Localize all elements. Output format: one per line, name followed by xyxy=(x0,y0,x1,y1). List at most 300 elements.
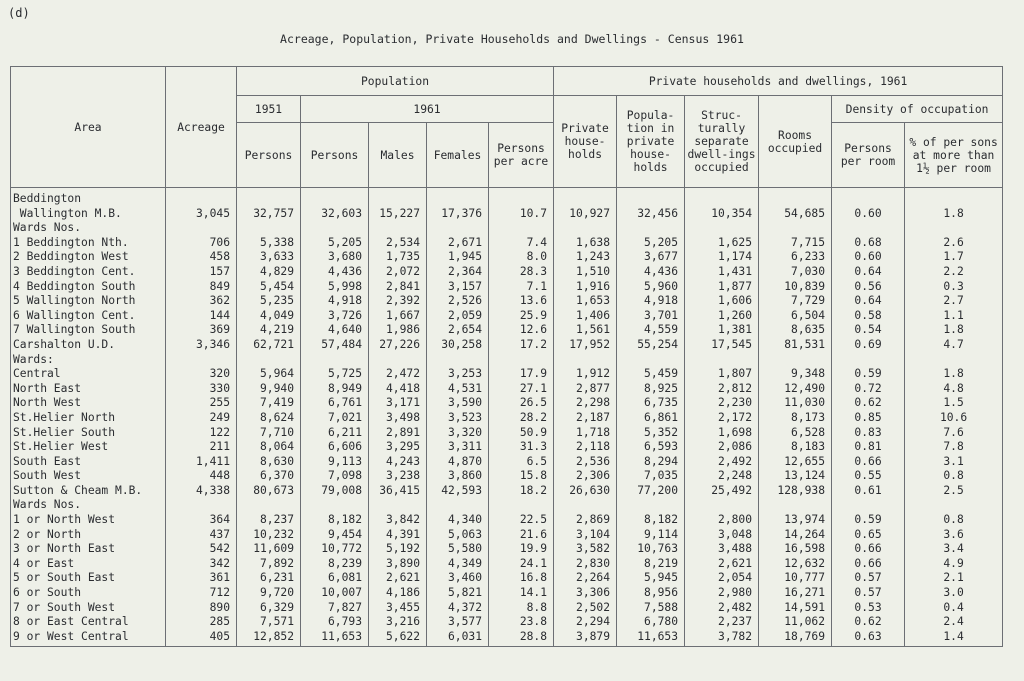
cell-per-acre: 19.9 xyxy=(489,542,554,557)
cell-households: 2,877 xyxy=(554,382,617,397)
cell-dwellings: 2,237 xyxy=(685,615,759,630)
header-persons-1951: Persons xyxy=(237,123,301,188)
table-row xyxy=(11,250,1003,265)
header-density: Density of occupation xyxy=(832,96,1003,123)
table-row xyxy=(11,513,1003,528)
cell-males: 2,472 xyxy=(369,367,427,382)
cell-pct: 1.1 xyxy=(905,309,1003,324)
cell-area: Wards: xyxy=(11,353,166,368)
cell-males: 3,890 xyxy=(369,557,427,572)
cell-per-room: 0.59 xyxy=(832,513,905,528)
cell-dwellings: 10,354 xyxy=(685,207,759,222)
cell-area: Beddington xyxy=(11,188,166,207)
cell-rooms: 8,635 xyxy=(759,323,832,338)
cell-persons-1951: 5,454 xyxy=(237,280,301,295)
cell-pop-private: 8,182 xyxy=(617,513,685,528)
cell-pct: 2.1 xyxy=(905,571,1003,586)
cell-persons-1951: 8,624 xyxy=(237,411,301,426)
cell-persons-1951: 6,231 xyxy=(237,571,301,586)
cell-households: 2,298 xyxy=(554,396,617,411)
cell-acreage: 1,411 xyxy=(166,455,237,470)
cell-households: 17,952 xyxy=(554,338,617,353)
cell-persons: 3,680 xyxy=(301,250,369,265)
cell-females: 2,654 xyxy=(427,323,489,338)
cell-acreage: 330 xyxy=(166,382,237,397)
cell-females: 4,372 xyxy=(427,601,489,616)
cell-dwellings: 1,807 xyxy=(685,367,759,382)
cell-persons: 8,239 xyxy=(301,557,369,572)
cell-pct xyxy=(905,188,1003,207)
table-row xyxy=(11,207,1003,222)
cell-rooms: 13,974 xyxy=(759,513,832,528)
cell-females: 3,523 xyxy=(427,411,489,426)
cell-per-acre: 24.1 xyxy=(489,557,554,572)
cell-males: 3,171 xyxy=(369,396,427,411)
table-row xyxy=(11,630,1003,647)
cell-households: 26,630 xyxy=(554,484,617,499)
cell-dwellings: 2,482 xyxy=(685,601,759,616)
cell-rooms: 128,938 xyxy=(759,484,832,499)
cell-males: 2,072 xyxy=(369,265,427,280)
cell-pct: 7.8 xyxy=(905,440,1003,455)
cell-dwellings: 2,980 xyxy=(685,586,759,601)
cell-persons: 8,949 xyxy=(301,382,369,397)
cell-households xyxy=(554,353,617,368)
cell-dwellings: 2,621 xyxy=(685,557,759,572)
cell-rooms: 54,685 xyxy=(759,207,832,222)
table-row xyxy=(11,615,1003,630)
cell-females: 2,671 xyxy=(427,236,489,251)
cell-per-room: 0.66 xyxy=(832,455,905,470)
cell-per-room xyxy=(832,221,905,236)
cell-per-acre: 15.8 xyxy=(489,469,554,484)
table-row xyxy=(11,411,1003,426)
cell-pop-private: 10,763 xyxy=(617,542,685,557)
header-private-households: Private households and dwellings, 1961 xyxy=(554,67,1003,96)
cell-area: 7 Wallington South xyxy=(11,323,166,338)
cell-per-acre xyxy=(489,188,554,207)
cell-area: Wards Nos. xyxy=(11,221,166,236)
cell-acreage: 3,045 xyxy=(166,207,237,222)
cell-dwellings: 3,048 xyxy=(685,528,759,543)
header-population: Population xyxy=(237,67,554,96)
cell-per-room: 0.85 xyxy=(832,411,905,426)
table-row xyxy=(11,382,1003,397)
cell-males: 2,621 xyxy=(369,571,427,586)
cell-households: 2,869 xyxy=(554,513,617,528)
cell-persons: 10,772 xyxy=(301,542,369,557)
cell-persons: 7,021 xyxy=(301,411,369,426)
cell-rooms: 8,183 xyxy=(759,440,832,455)
cell-pop-private: 6,593 xyxy=(617,440,685,455)
cell-households: 2,536 xyxy=(554,455,617,470)
cell-rooms: 10,839 xyxy=(759,280,832,295)
cell-persons-1951: 5,338 xyxy=(237,236,301,251)
cell-females: 3,157 xyxy=(427,280,489,295)
cell-households: 2,306 xyxy=(554,469,617,484)
cell-persons: 8,182 xyxy=(301,513,369,528)
cell-acreage: 712 xyxy=(166,586,237,601)
cell-area: St.Helier West xyxy=(11,440,166,455)
cell-pop-private: 4,559 xyxy=(617,323,685,338)
cell-females: 4,349 xyxy=(427,557,489,572)
cell-pop-private: 55,254 xyxy=(617,338,685,353)
cell-persons: 79,008 xyxy=(301,484,369,499)
cell-per-acre: 27.1 xyxy=(489,382,554,397)
cell-area: 4 Beddington South xyxy=(11,280,166,295)
cell-pop-private: 11,653 xyxy=(617,630,685,647)
cell-males: 3,498 xyxy=(369,411,427,426)
cell-rooms xyxy=(759,188,832,207)
cell-females: 5,580 xyxy=(427,542,489,557)
cell-females xyxy=(427,221,489,236)
cell-persons-1951 xyxy=(237,188,301,207)
cell-persons xyxy=(301,188,369,207)
cell-acreage: 369 xyxy=(166,323,237,338)
cell-persons-1951: 4,219 xyxy=(237,323,301,338)
cell-area: St.Helier North xyxy=(11,411,166,426)
cell-rooms: 12,490 xyxy=(759,382,832,397)
cell-persons-1951: 10,232 xyxy=(237,528,301,543)
cell-pct: 0.3 xyxy=(905,280,1003,295)
cell-pct: 2.6 xyxy=(905,236,1003,251)
cell-pct: 1.8 xyxy=(905,207,1003,222)
cell-area: 1 Beddington Nth. xyxy=(11,236,166,251)
cell-females xyxy=(427,498,489,513)
cell-females: 3,590 xyxy=(427,396,489,411)
cell-per-acre: 28.2 xyxy=(489,411,554,426)
cell-dwellings: 3,488 xyxy=(685,542,759,557)
table-row xyxy=(11,469,1003,484)
cell-per-acre: 28.8 xyxy=(489,630,554,647)
cell-acreage: 542 xyxy=(166,542,237,557)
cell-households: 3,104 xyxy=(554,528,617,543)
cell-per-acre: 10.7 xyxy=(489,207,554,222)
cell-rooms: 8,173 xyxy=(759,411,832,426)
cell-dwellings: 1,625 xyxy=(685,236,759,251)
table-row xyxy=(11,280,1003,295)
header-pct-over-1-5: % of per sons at more than 1½ per room xyxy=(905,123,1003,188)
cell-pct: 4.8 xyxy=(905,382,1003,397)
cell-pct: 7.6 xyxy=(905,426,1003,441)
cell-persons: 7,098 xyxy=(301,469,369,484)
cell-males: 3,295 xyxy=(369,440,427,455)
cell-females: 4,340 xyxy=(427,513,489,528)
cell-per-room: 0.60 xyxy=(832,207,905,222)
cell-acreage xyxy=(166,188,237,207)
cell-area: South East xyxy=(11,455,166,470)
cell-area: 2 or North xyxy=(11,528,166,543)
cell-females: 3,311 xyxy=(427,440,489,455)
cell-persons-1951: 4,049 xyxy=(237,309,301,324)
cell-males: 36,415 xyxy=(369,484,427,499)
cell-males: 4,186 xyxy=(369,586,427,601)
cell-persons: 6,211 xyxy=(301,426,369,441)
census-table xyxy=(10,66,1003,647)
cell-pct: 2.4 xyxy=(905,615,1003,630)
cell-pop-private: 4,918 xyxy=(617,294,685,309)
cell-area: Wallington M.B. xyxy=(11,207,166,222)
cell-area: 3 or North East xyxy=(11,542,166,557)
cell-persons: 32,603 xyxy=(301,207,369,222)
cell-per-room: 0.60 xyxy=(832,250,905,265)
cell-persons-1951: 6,329 xyxy=(237,601,301,616)
cell-households: 1,916 xyxy=(554,280,617,295)
header-persons-per-acre: Persons per acre xyxy=(489,123,554,188)
cell-pct: 1.4 xyxy=(905,630,1003,647)
header-females: Females xyxy=(427,123,489,188)
cell-pop-private xyxy=(617,188,685,207)
cell-persons-1951: 5,235 xyxy=(237,294,301,309)
cell-per-room xyxy=(832,353,905,368)
cell-pop-private xyxy=(617,353,685,368)
header-population-in-private: Popula-tion in private house-holds xyxy=(617,96,685,188)
cell-per-room: 0.63 xyxy=(832,630,905,647)
cell-per-room: 0.64 xyxy=(832,265,905,280)
cell-households xyxy=(554,221,617,236)
cell-males: 3,238 xyxy=(369,469,427,484)
cell-acreage: 361 xyxy=(166,571,237,586)
table-row xyxy=(11,221,1003,236)
cell-rooms: 6,504 xyxy=(759,309,832,324)
table-row xyxy=(11,586,1003,601)
header-private-households-count: Private house-holds xyxy=(554,96,617,188)
table-body xyxy=(11,188,1003,647)
cell-persons-1951: 62,721 xyxy=(237,338,301,353)
cell-dwellings: 1,877 xyxy=(685,280,759,295)
cell-per-room xyxy=(832,188,905,207)
cell-persons xyxy=(301,498,369,513)
cell-rooms: 6,528 xyxy=(759,426,832,441)
cell-dwellings xyxy=(685,188,759,207)
cell-persons-1951: 7,571 xyxy=(237,615,301,630)
cell-pop-private: 8,219 xyxy=(617,557,685,572)
cell-pop-private xyxy=(617,498,685,513)
cell-pct: 3.4 xyxy=(905,542,1003,557)
cell-rooms xyxy=(759,221,832,236)
cell-persons-1951: 8,630 xyxy=(237,455,301,470)
cell-rooms: 13,124 xyxy=(759,469,832,484)
cell-females: 3,460 xyxy=(427,571,489,586)
cell-per-acre: 23.8 xyxy=(489,615,554,630)
cell-area: 7 or South West xyxy=(11,601,166,616)
cell-pct: 2.5 xyxy=(905,484,1003,499)
cell-females: 1,945 xyxy=(427,250,489,265)
cell-dwellings xyxy=(685,498,759,513)
cell-households: 10,927 xyxy=(554,207,617,222)
cell-acreage: 405 xyxy=(166,630,237,647)
cell-households: 1,718 xyxy=(554,426,617,441)
cell-dwellings: 2,172 xyxy=(685,411,759,426)
cell-households: 1,638 xyxy=(554,236,617,251)
cell-persons: 7,827 xyxy=(301,601,369,616)
cell-per-acre xyxy=(489,498,554,513)
cell-pop-private: 8,294 xyxy=(617,455,685,470)
header-acreage: Acreage xyxy=(166,67,237,188)
cell-females xyxy=(427,188,489,207)
cell-dwellings: 2,800 xyxy=(685,513,759,528)
cell-acreage: 4,338 xyxy=(166,484,237,499)
cell-per-room: 0.68 xyxy=(832,236,905,251)
cell-persons: 4,918 xyxy=(301,294,369,309)
cell-area: 2 Beddington West xyxy=(11,250,166,265)
cell-persons-1951: 6,370 xyxy=(237,469,301,484)
cell-pct: 2.2 xyxy=(905,265,1003,280)
table-row xyxy=(11,396,1003,411)
cell-area: 6 Wallington Cent. xyxy=(11,309,166,324)
cell-persons: 10,007 xyxy=(301,586,369,601)
cell-pct: 4.7 xyxy=(905,338,1003,353)
cell-area: Wards Nos. xyxy=(11,498,166,513)
table-row xyxy=(11,484,1003,499)
cell-per-room xyxy=(832,498,905,513)
cell-persons-1951 xyxy=(237,353,301,368)
cell-area: Sutton & Cheam M.B. xyxy=(11,484,166,499)
cell-males: 3,216 xyxy=(369,615,427,630)
header-area: Area xyxy=(11,67,166,188)
cell-pop-private: 6,735 xyxy=(617,396,685,411)
cell-pct: 0.8 xyxy=(905,469,1003,484)
cell-rooms: 7,030 xyxy=(759,265,832,280)
cell-pct: 0.8 xyxy=(905,513,1003,528)
cell-rooms: 16,271 xyxy=(759,586,832,601)
table-row xyxy=(11,338,1003,353)
cell-pop-private: 32,456 xyxy=(617,207,685,222)
cell-per-acre xyxy=(489,221,554,236)
cell-dwellings: 25,492 xyxy=(685,484,759,499)
cell-males: 2,392 xyxy=(369,294,427,309)
cell-area: 4 or East xyxy=(11,557,166,572)
cell-dwellings: 1,606 xyxy=(685,294,759,309)
cell-per-acre: 26.5 xyxy=(489,396,554,411)
cell-rooms: 11,062 xyxy=(759,615,832,630)
cell-per-acre: 13.6 xyxy=(489,294,554,309)
cell-acreage: 320 xyxy=(166,367,237,382)
cell-area: Carshalton U.D. xyxy=(11,338,166,353)
cell-per-acre: 17.9 xyxy=(489,367,554,382)
cell-males: 5,192 xyxy=(369,542,427,557)
cell-persons-1951: 11,609 xyxy=(237,542,301,557)
cell-households: 1,243 xyxy=(554,250,617,265)
cell-area: North West xyxy=(11,396,166,411)
cell-rooms: 7,729 xyxy=(759,294,832,309)
cell-pop-private: 8,925 xyxy=(617,382,685,397)
cell-dwellings: 1,381 xyxy=(685,323,759,338)
cell-per-room: 0.57 xyxy=(832,586,905,601)
cell-persons: 3,726 xyxy=(301,309,369,324)
cell-males: 27,226 xyxy=(369,338,427,353)
cell-pct xyxy=(905,498,1003,513)
cell-females: 42,593 xyxy=(427,484,489,499)
cell-dwellings: 2,086 xyxy=(685,440,759,455)
cell-persons-1951: 7,710 xyxy=(237,426,301,441)
cell-persons: 4,436 xyxy=(301,265,369,280)
cell-females: 4,870 xyxy=(427,455,489,470)
cell-persons xyxy=(301,353,369,368)
cell-households: 2,264 xyxy=(554,571,617,586)
cell-per-acre: 50.9 xyxy=(489,426,554,441)
table-row xyxy=(11,557,1003,572)
cell-dwellings: 2,054 xyxy=(685,571,759,586)
cell-area: 8 or East Central xyxy=(11,615,166,630)
cell-males: 4,418 xyxy=(369,382,427,397)
cell-persons: 5,725 xyxy=(301,367,369,382)
cell-acreage xyxy=(166,353,237,368)
cell-pct: 0.4 xyxy=(905,601,1003,616)
cell-persons-1951 xyxy=(237,498,301,513)
cell-rooms: 16,598 xyxy=(759,542,832,557)
cell-acreage xyxy=(166,221,237,236)
header-rooms-occupied: Rooms occupied xyxy=(759,96,832,188)
cell-males: 3,455 xyxy=(369,601,427,616)
cell-males: 1,735 xyxy=(369,250,427,265)
cell-females xyxy=(427,353,489,368)
cell-persons-1951: 3,633 xyxy=(237,250,301,265)
cell-households: 3,306 xyxy=(554,586,617,601)
cell-dwellings: 1,260 xyxy=(685,309,759,324)
cell-per-acre: 21.6 xyxy=(489,528,554,543)
cell-per-room: 0.66 xyxy=(832,542,905,557)
cell-persons-1951: 8,237 xyxy=(237,513,301,528)
cell-persons-1951: 5,964 xyxy=(237,367,301,382)
cell-pct: 4.9 xyxy=(905,557,1003,572)
cell-males: 2,891 xyxy=(369,426,427,441)
cell-pct: 1.5 xyxy=(905,396,1003,411)
section-label: (d) xyxy=(8,6,30,20)
cell-per-acre: 8.8 xyxy=(489,601,554,616)
header-males: Males xyxy=(369,123,427,188)
cell-persons-1951: 9,940 xyxy=(237,382,301,397)
cell-males: 2,841 xyxy=(369,280,427,295)
table-row xyxy=(11,294,1003,309)
cell-per-room: 0.58 xyxy=(832,309,905,324)
cell-per-room: 0.54 xyxy=(832,323,905,338)
cell-households: 3,582 xyxy=(554,542,617,557)
cell-per-acre: 25.9 xyxy=(489,309,554,324)
cell-persons: 57,484 xyxy=(301,338,369,353)
cell-per-room: 0.56 xyxy=(832,280,905,295)
cell-per-room: 0.83 xyxy=(832,426,905,441)
table-row xyxy=(11,601,1003,616)
cell-persons: 11,653 xyxy=(301,630,369,647)
cell-acreage: 3,346 xyxy=(166,338,237,353)
cell-females: 3,320 xyxy=(427,426,489,441)
cell-dwellings: 2,248 xyxy=(685,469,759,484)
cell-area: South West xyxy=(11,469,166,484)
cell-area: Central xyxy=(11,367,166,382)
header-structurally-separate: Struc-turally separate dwell-ings occupied xyxy=(685,96,759,188)
table-row xyxy=(11,426,1003,441)
cell-per-room: 0.59 xyxy=(832,367,905,382)
table-row xyxy=(11,353,1003,368)
cell-males: 5,622 xyxy=(369,630,427,647)
cell-area: 6 or South xyxy=(11,586,166,601)
cell-per-acre: 22.5 xyxy=(489,513,554,528)
cell-per-room: 0.62 xyxy=(832,396,905,411)
cell-households: 1,653 xyxy=(554,294,617,309)
cell-pop-private: 8,956 xyxy=(617,586,685,601)
cell-pop-private: 3,677 xyxy=(617,250,685,265)
header-year-1951: 1951 xyxy=(237,96,301,123)
cell-dwellings: 1,698 xyxy=(685,426,759,441)
cell-per-acre: 8.0 xyxy=(489,250,554,265)
cell-dwellings: 2,230 xyxy=(685,396,759,411)
cell-acreage: 255 xyxy=(166,396,237,411)
cell-persons: 5,998 xyxy=(301,280,369,295)
cell-dwellings xyxy=(685,221,759,236)
cell-females: 3,253 xyxy=(427,367,489,382)
cell-area: 5 Wallington North xyxy=(11,294,166,309)
